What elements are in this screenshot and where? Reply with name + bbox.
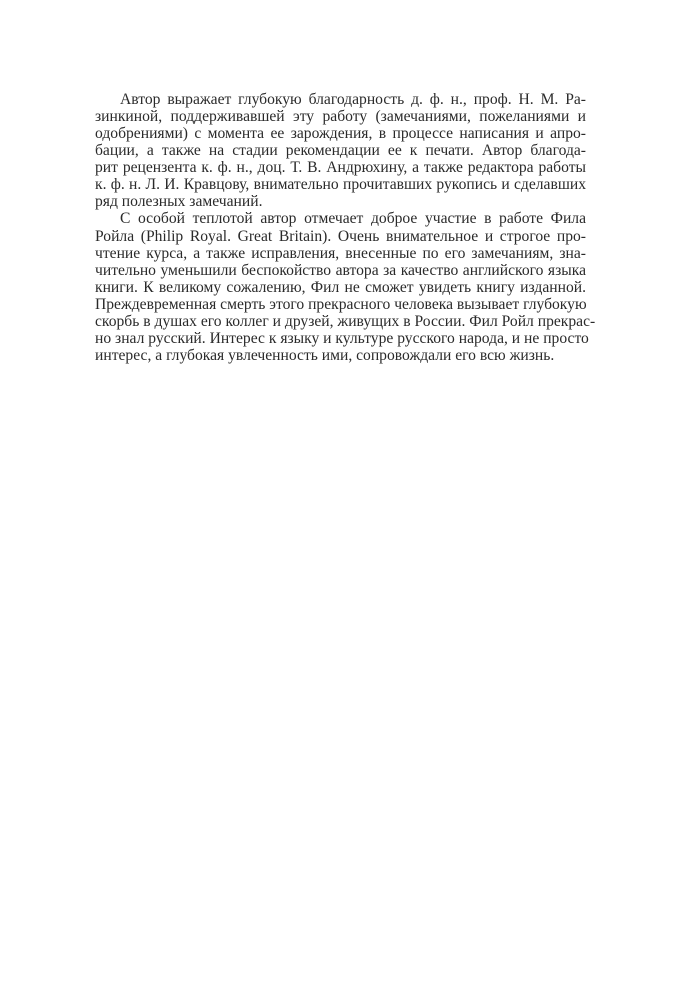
text-line: зинкиной, поддерживавшей эту работу (замечаниями, пожеланиями и [95,108,586,126]
text-line: ряд полезных замечаний. [95,193,263,211]
text-line: чтение курса, а также исправления, внесенные по его замечаниям, зна- [95,244,586,262]
text-line: к. ф. н. Л. И. Кравцову, внимательно прочитавших рукопись и сделавших [95,176,586,194]
text-line: С особой теплотой автор отмечает доброе участие в работе Фила [120,210,586,228]
text-line: скорбь в душах его коллег и друзей, живущих в России. Фил Ройл прекрас- [95,312,596,330]
text-line: чительно уменьшили беспокойство автора за качество английского языка [95,261,586,279]
paragraph [95,91,586,210]
text-line: Преждевременная смерть этого прекрасного человека вызывает глубокую [95,295,587,313]
paragraph [95,210,596,364]
text-line: одобрениями) с момента ее зарождения, в процессе написания и апро- [95,125,586,143]
text-line: Ройла (Philip Royal. Great Britain). Очень внимательное и строгое про- [95,227,586,245]
text-line: интерес, а глубокая увлеченность ими, сопровождали его всю жизнь. [95,346,555,364]
text-line: бации, а также на стадии рекомендации ее к печати. Автор благода- [95,142,586,160]
text-line: Автор выражает глубокую благодарность д. ф. н., проф. Н. М. Ра- [120,91,586,108]
text-line: рит рецензента к. ф. н., доц. Т. В. Андрюхину, а также редактора работы [95,159,586,177]
document-page [95,91,596,364]
text-line: но знал русский. Интерес к языку и культуре русского народа, и не просто [95,329,589,347]
text-line: книги. К великому сожалению, Фил не сможет увидеть книгу изданной. [95,278,586,296]
